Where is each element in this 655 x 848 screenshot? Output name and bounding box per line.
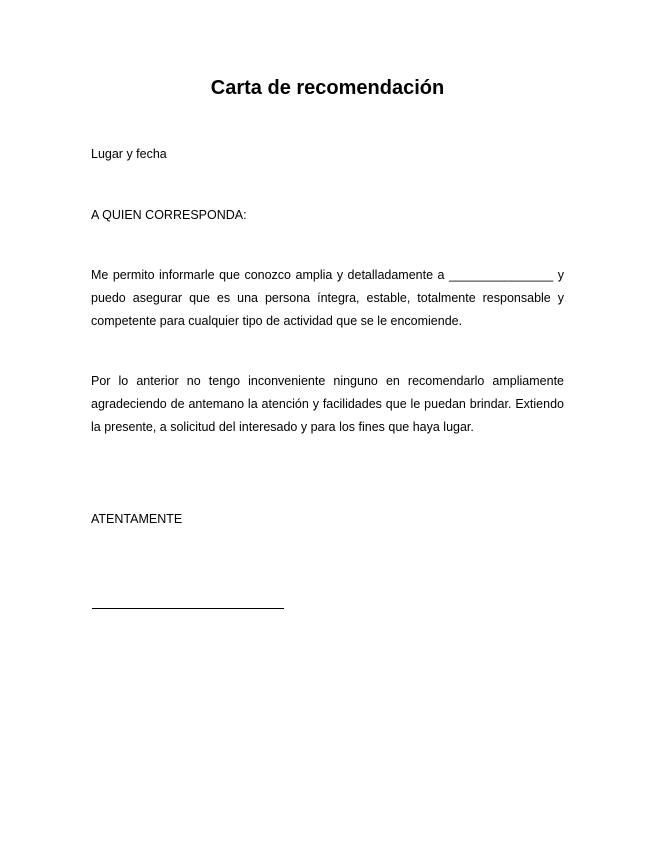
paragraph-2-line: Por lo anterior no tengo inconveniente ninguno en recomendarlo ampliamente: [91, 374, 564, 388]
paragraph-1-line: competente para cualquier tipo de actividad que se le encomiende.: [91, 314, 463, 328]
paragraph-1: [91, 264, 564, 333]
signature-line: [92, 608, 284, 609]
paragraph-1-line: Me permito informarle que conozco amplia y detalladamente a _______________ y: [91, 268, 564, 282]
paragraph-1-line: puedo asegurar que es una persona íntegra, estable, totalmente responsable y: [91, 291, 564, 305]
salutation: A QUIEN CORRESPONDA:: [91, 208, 247, 222]
paragraph-2: [91, 370, 564, 439]
closing: ATENTAMENTE: [91, 512, 183, 526]
paragraph-2-line: agradeciendo de antemano la atención y facilidades que le puedan brindar. Extiendo: [91, 397, 564, 411]
paragraph-2-line: la presente, a solicitud del interesado y para los fines que haya lugar.: [91, 420, 474, 434]
page-title: Carta de recomendación: [210, 77, 445, 99]
place-date: Lugar y fecha: [91, 147, 167, 161]
